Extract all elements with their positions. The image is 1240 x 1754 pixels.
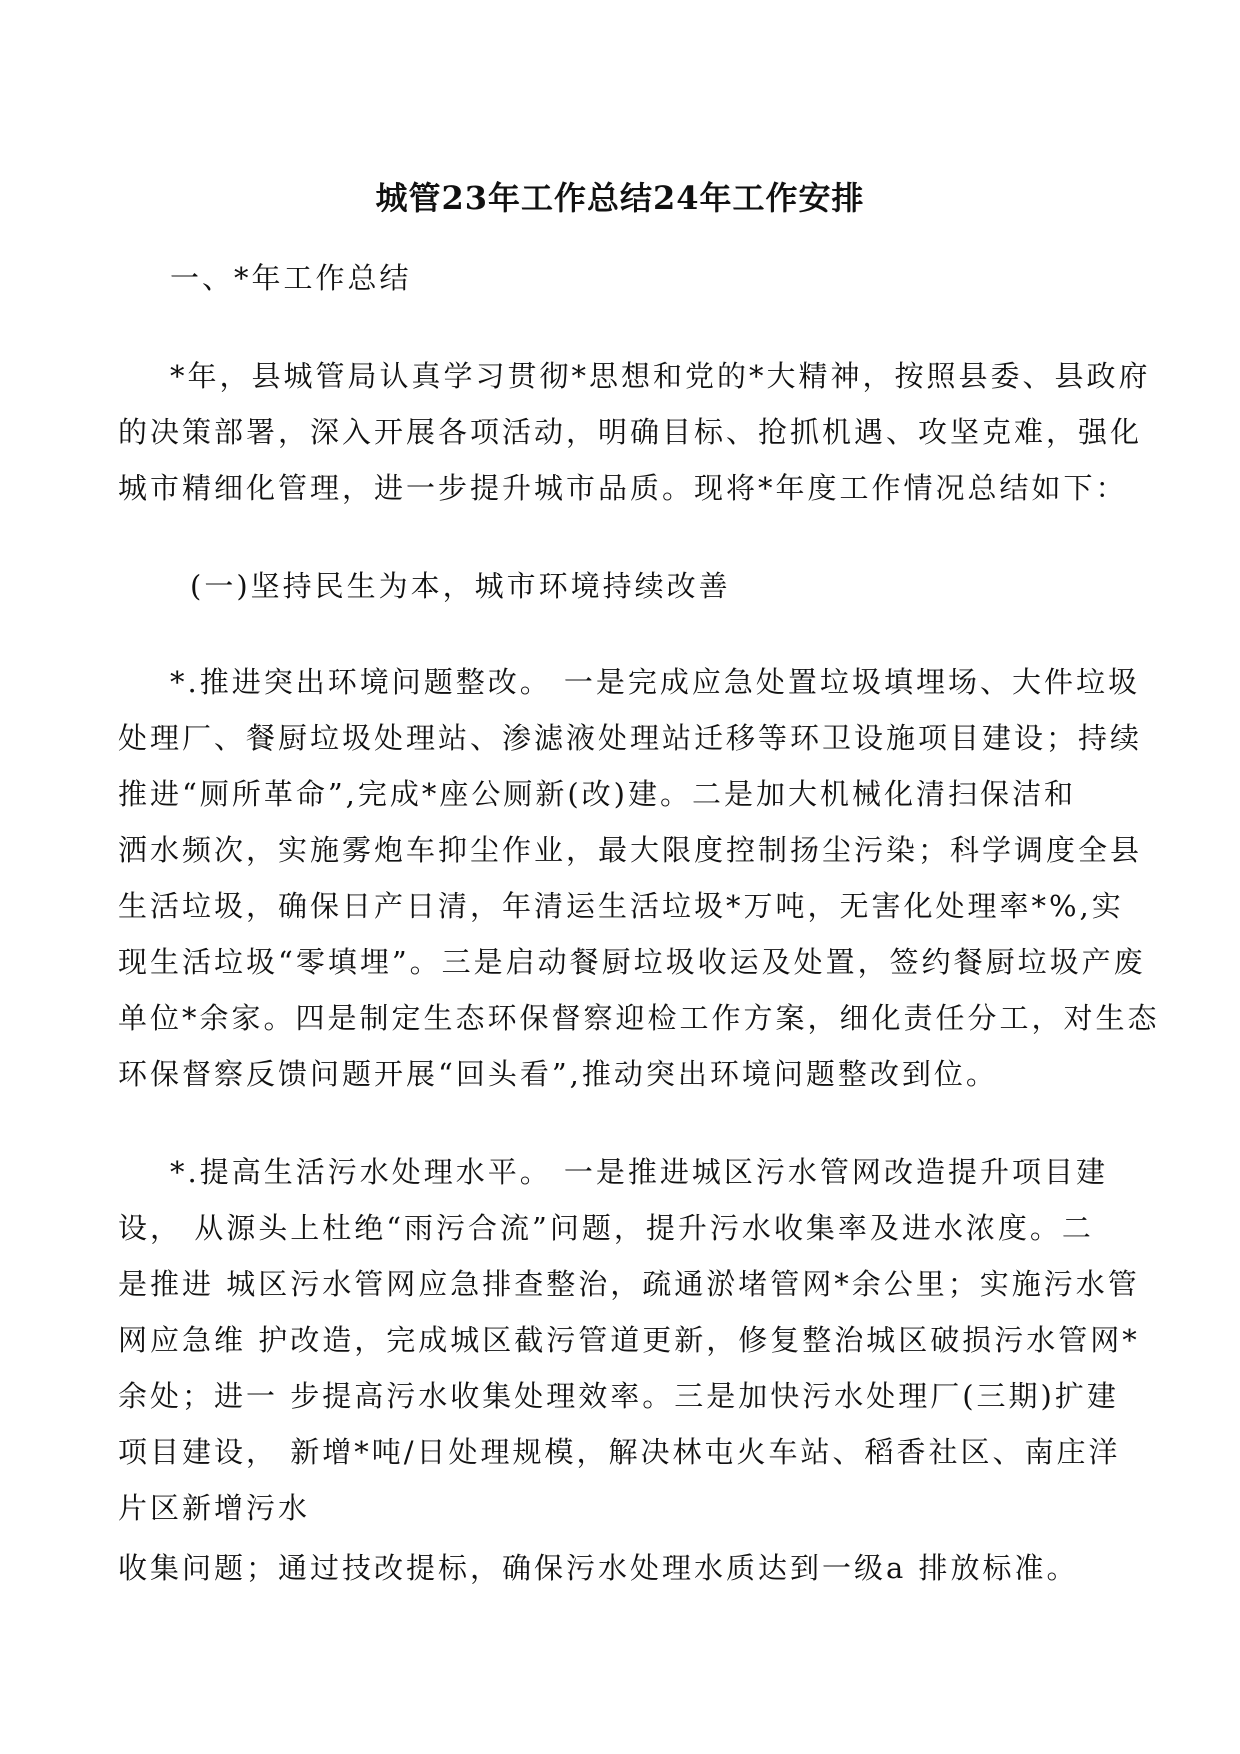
section-heading: 一、*年工作总结 xyxy=(170,261,412,295)
para2-line-6: 项目建设， 新增*吨/日处理规模，解决林屯火车站、稻香社区、南庄洋 xyxy=(118,1435,1121,1469)
para2-line-3: 是推进 城区污水管网应急排查整治，疏通淤堵管网*余公里；实施污水管 xyxy=(118,1267,1140,1301)
subsection-heading: (一)坚持民生为本，城市环境持续改善 xyxy=(190,569,731,603)
intro-line-1: *年，县城管局认真学习贯彻*思想和党的*大精神，按照县委、县政府 xyxy=(170,359,1151,393)
para1-line-2: 处理厂、餐厨垃圾处理站、渗滤液处理站迁移等环卫设施项目建设；持续 xyxy=(118,721,1143,755)
intro-line-3: 城市精细化管理，进一步提升城市品质。现将*年度工作情况总结如下： xyxy=(118,471,1128,505)
para2-line-5: 余处；进一 步提高污水收集处理效率。三是加快污水处理厂(三期)扩建 xyxy=(118,1379,1119,1413)
para1-line-7: 单位*余家。四是制定生态环保督察迎检工作方案，细化责任分工，对生态 xyxy=(118,1001,1160,1035)
para2-line-4: 网应急维 护改造，完成城区截污管道更新，修复整治城区破损污水管网* xyxy=(118,1323,1140,1357)
para1-line-4: 洒水频次，实施雾炮车抑尘作业，最大限度控制扬尘污染；科学调度全县 xyxy=(118,833,1143,867)
para1-line-5: 生活垃圾，确保日产日清，年清运生活垃圾*万吨，无害化处理率*%,实 xyxy=(118,889,1124,923)
document-title: 城管23年工作总结24年工作安排 xyxy=(375,179,865,217)
para2-line-2: 设， 从源头上杜绝“雨污合流”问题，提升污水收集率及进水浓度。二 xyxy=(118,1211,1094,1245)
para2-line-7: 片区新增污水 xyxy=(118,1491,311,1525)
para1-line-1: *.推进突出环境问题整改。 一是完成应急处置垃圾填埋场、大件垃圾 xyxy=(170,665,1140,699)
para2-line-8: 收集问题；通过技改提标，确保污水处理水质达到一级a 排放标准。 xyxy=(118,1551,1079,1585)
para1-line-6: 现生活垃圾“零填埋”。三是启动餐厨垃圾收运及处置，签约餐厨垃圾产废 xyxy=(118,945,1146,979)
intro-line-2: 的决策部署，深入开展各项活动，明确目标、抢抓机遇、攻坚克难，强化 xyxy=(118,415,1143,449)
para2-line-1: *.提高生活污水处理水平。 一是推进城区污水管网改造提升项目建 xyxy=(170,1155,1108,1189)
para1-line-3: 推进“厕所革命”,完成*座公厕新(改)建。二是加大机械化清扫保洁和 xyxy=(118,777,1076,811)
para1-line-8: 环保督察反馈问题开展“回头看”,推动突出环境问题整改到位。 xyxy=(118,1057,998,1091)
